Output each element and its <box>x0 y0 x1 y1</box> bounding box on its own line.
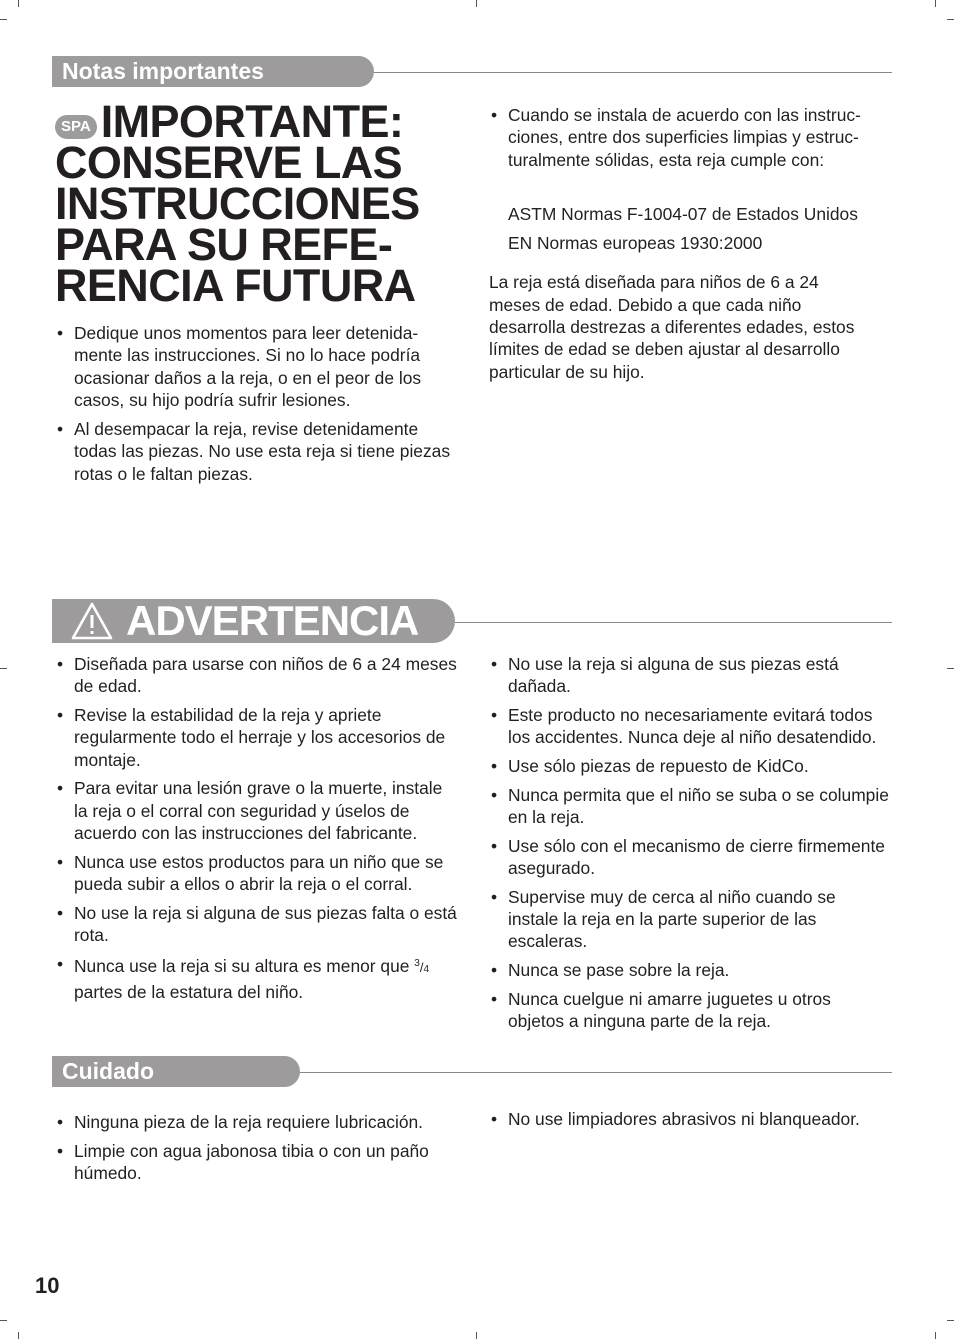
notas-rule <box>374 72 892 73</box>
list-item: • Use sólo con el mecanismo de cierre firmemente asegurado. <box>489 835 889 880</box>
fraction-slash: / <box>419 959 424 975</box>
list-item: • Nunca use estos productos para un niño que se pueda subir a ellos o abrir la reja o el corral. <box>55 851 460 896</box>
warning-left-column <box>55 653 460 1010</box>
cuidado-header: Cuidado <box>52 1056 300 1087</box>
language-badge: SPA <box>55 115 97 139</box>
cuidado-rule <box>300 1072 892 1073</box>
list-item: • Limpie con agua jabonosa tibia o con un paño húmedo. <box>55 1140 470 1185</box>
notas-header: Notas importantes <box>52 56 374 87</box>
list-item: • Diseñada para usarse con niños de 6 a 24 meses de edad. <box>55 653 460 698</box>
list-item: • Ninguna pieza de la reja requiere lubricación. <box>55 1111 470 1133</box>
fraction-numerator: 3 <box>414 957 420 969</box>
list-item: • Dedique unos momentos para leer detenida- mente las instrucciones. Si no lo hace podría ocasionar daños a la reja, o en el peor de los casos, su hijo podría sufrir lesiones. <box>55 322 455 412</box>
list-item: • Use sólo piezas de repuesto de KidCo. <box>489 755 889 777</box>
list-item: • No use limpiadores abrasivos ni blanqueador. <box>489 1108 899 1130</box>
crop-mark <box>18 0 19 7</box>
crop-mark <box>935 1332 936 1339</box>
list-item: • Nunca se pase sobre la reja. <box>489 959 889 981</box>
page-number: 10 <box>35 1273 60 1298</box>
page-title-text: IMPORTANTE: CONSERVE LAS INSTRUCCIONES PARA SU REFE- RENCIA FUTURA <box>55 96 420 311</box>
list-item: • Cuando se instala de acuerdo con las instruc- ciones, entre dos superficies limpias y estruc- turalmente sólidas, esta reja cumple con: <box>489 104 895 171</box>
fraction-denominator: 4 <box>423 963 430 975</box>
warning-header <box>52 599 455 643</box>
list-item: • Al desempacar la reja, revise detenidamente todas las piezas. No use esta reja si tiene piezas rotas o le faltan piezas. <box>55 418 455 485</box>
crop-mark <box>476 0 477 7</box>
notas-right-column <box>489 104 895 383</box>
cuidado-left-column <box>55 1111 470 1191</box>
crop-mark <box>947 668 954 669</box>
crop-mark <box>0 1320 7 1321</box>
crop-mark <box>0 668 7 669</box>
crop-mark <box>0 19 7 20</box>
fraction-text-before: Nunca use la reja si su altura es menor que <box>74 955 415 976</box>
list-item: • No use la reja si alguna de sus piezas está dañada. <box>489 653 889 698</box>
fraction <box>414 957 430 975</box>
list-item: • Este producto no necesariamente evitará todos los accidentes. Nunca deje al niño desatendido. <box>489 704 889 749</box>
list-item: • No use la reja si alguna de sus piezas falta o está rota. <box>55 902 460 947</box>
age-paragraph: La reja está diseñada para niños de 6 a 24 meses de edad. Debido a que cada niño desarrolla destrezas a diferentes edades, estos límites de edad se deben ajustar al desarrollo particular de su hijo. <box>489 272 855 382</box>
list-item: • Revise la estabilidad de la reja y apriete regularmente todo el herraje y los accesorios de montaje. <box>55 704 460 771</box>
crop-mark <box>947 19 954 20</box>
warning-right-column <box>489 653 889 1039</box>
cuidado-right-column <box>489 1108 899 1137</box>
warning-title: ADVERTENCIA <box>126 597 419 644</box>
crop-mark <box>476 1332 477 1339</box>
list-item: • Supervise muy de cerca al niño cuando se instale la reja en la parte superior de las escaleras. <box>489 886 889 953</box>
warning-triangle-icon <box>70 601 114 641</box>
crop-mark <box>18 1332 19 1339</box>
list-item: • Nunca permita que el niño se suba o se columpie en la reja. <box>489 784 889 829</box>
list-item <box>55 953 460 1004</box>
standard-en: EN Normas europeas 1930:2000 <box>508 233 763 254</box>
notas-left-column <box>55 322 455 491</box>
crop-mark <box>947 1320 954 1321</box>
standard-astm: ASTM Normas F-1004-07 de Estados Unidos <box>508 204 858 225</box>
page-title <box>55 96 475 311</box>
standards-list <box>489 200 895 258</box>
list-item: • Nunca cuelgue ni amarre juguetes u otros objetos a ninguna parte de la reja. <box>489 988 889 1033</box>
crop-mark <box>935 0 936 7</box>
list-item: • Para evitar una lesión grave o la muerte, instale la reja o el corral con seguridad y úselos de acuerdo con las instrucciones del fabricante. <box>55 777 460 844</box>
fraction-text-after: partes de la estatura del niño. <box>74 982 304 1003</box>
warning-rule <box>455 622 892 623</box>
